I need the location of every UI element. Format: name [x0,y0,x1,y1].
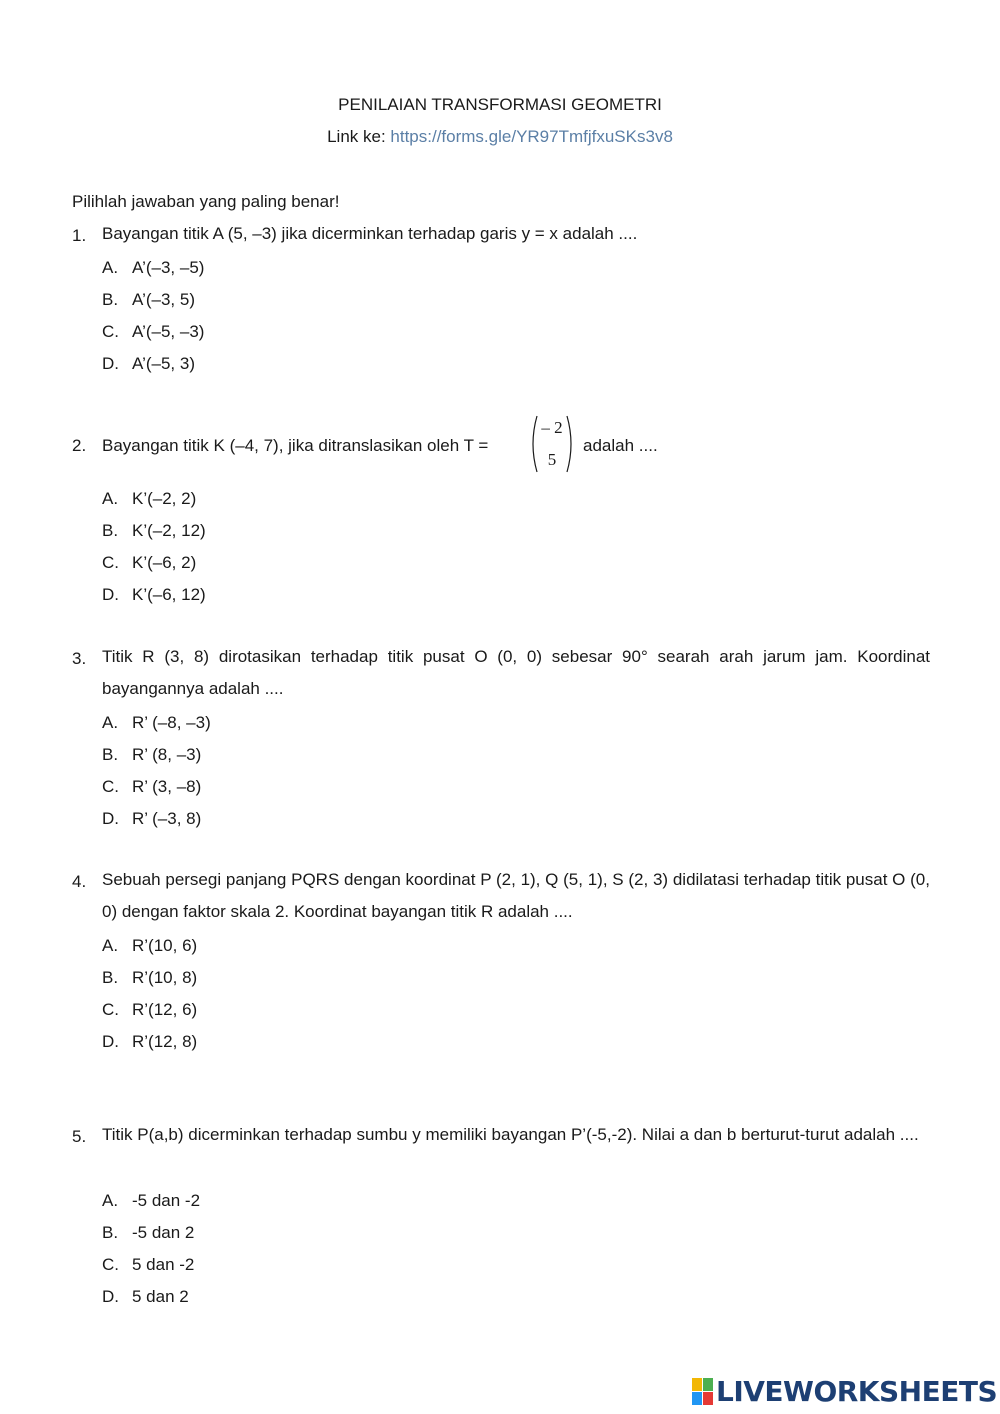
question-5-option-c[interactable] [102,1255,194,1275]
option-letter: A. [102,489,119,508]
question-5-option-a[interactable] [102,1191,200,1211]
logo-block-red [703,1392,713,1405]
question-1-option-b[interactable] [102,290,195,310]
option-text: R’(10, 8) [132,968,198,987]
option-text: K’(–2, 2) [132,489,197,508]
question-3-option-d[interactable] [102,809,201,829]
option-text: A’(–3, –5) [132,258,205,277]
question-1-number: 1. [72,226,87,245]
question-5-option-b[interactable] [102,1223,194,1243]
option-text: R’(12, 6) [132,1000,198,1019]
instruction-text: Pilihlah jawaban yang paling benar! [72,192,340,211]
option-text: R’(12, 8) [132,1032,198,1051]
option-letter: C. [102,322,119,341]
link-line [0,127,1000,147]
option-letter: D. [102,809,119,828]
option-text: R’(10, 6) [132,936,198,955]
link-prefix: Link ke: [327,127,391,146]
option-text: R’ (3, –8) [132,777,202,796]
matrix-bottom-value: 5 [547,450,557,469]
option-letter: A. [102,936,119,955]
logo-block-blue [692,1392,702,1405]
option-letter: C. [102,1000,119,1019]
option-letter: D. [102,1032,119,1051]
question-3-option-b[interactable] [102,745,201,765]
translation-matrix [528,414,576,474]
option-text: A’(–3, 5) [132,290,195,309]
option-letter: A. [102,1191,119,1210]
question-3-text: Titik R (3, 8) dirotasikan terhadap titik pusat O (0, 0) sebesar 90° searah arah jarum jam. Koordinat bayangannya adalah .... [102,647,930,698]
option-text: K’(–6, 12) [132,585,206,604]
question-4-option-b[interactable] [102,968,197,988]
question-2-number: 2. [72,436,87,455]
question-2-option-a[interactable] [102,489,196,509]
option-letter: C. [102,1255,119,1274]
question-2-text: Bayangan titik K (–4, 7), jika ditranslasikan oleh T = [102,436,489,455]
question-5-number: 5. [72,1127,87,1146]
question-2-option-c[interactable] [102,553,196,573]
logo-block-yellow [692,1378,702,1391]
page-title: PENILAIAN TRANSFORMASI GEOMETRI [338,95,662,114]
option-text: R’ (8, –3) [132,745,202,764]
question-2-option-b[interactable] [102,521,206,541]
option-text: 5 dan -2 [132,1255,195,1274]
question-3-number: 3. [72,649,87,668]
option-text: A’(–5, –3) [132,322,205,341]
option-text: A’(–5, 3) [132,354,195,373]
option-letter: B. [102,521,119,540]
question-4-option-a[interactable] [102,936,197,956]
question-2-option-d[interactable] [102,585,206,605]
logo-block-green [703,1378,713,1391]
option-text: K’(–2, 12) [132,521,206,540]
option-letter: B. [102,745,119,764]
option-letter: A. [102,258,119,277]
question-5-option-d[interactable] [102,1287,189,1307]
question-4-option-d[interactable] [102,1032,197,1052]
liveworksheets-logo[interactable] [692,1374,997,1408]
question-1-text: Bayangan titik A (5, –3) jika dicerminkan terhadap garis y = x adalah .... [102,224,638,243]
option-text: 5 dan 2 [132,1287,189,1306]
question-4-text: Sebuah persegi panjang PQRS dengan koordinat P (2, 1), Q (5, 1), S (2, 3) didilatasi terhadap titik pusat O (0, 0) dengan faktor skala 2. Koordinat bayangan titik R adalah .... [102,870,930,921]
question-1-option-d[interactable] [102,354,195,374]
liveworksheets-logo-icon [692,1378,712,1404]
question-1-option-a[interactable] [102,258,204,278]
option-text: -5 dan 2 [132,1223,195,1242]
option-letter: B. [102,1223,119,1242]
option-letter: D. [102,354,119,373]
option-letter: D. [102,1287,119,1306]
option-letter: B. [102,968,119,987]
option-letter: D. [102,585,119,604]
question-5-text: Titik P(a,b) dicerminkan terhadap sumbu y memiliki bayangan P’(-5,-2). Nilai a dan b berturut-turut adalah .... [102,1125,919,1144]
option-text: K’(–6, 2) [132,553,197,572]
question-4-number: 4. [72,872,87,891]
option-text: R’ (–3, 8) [132,809,202,828]
question-2-text-after: adalah .... [583,436,658,455]
form-link[interactable]: https://forms.gle/YR97TmfjfxuSKs3v8 [390,127,673,146]
option-text: -5 dan -2 [132,1191,201,1210]
question-3-option-c[interactable] [102,777,201,797]
question-4-option-c[interactable] [102,1000,197,1020]
option-letter: C. [102,553,119,572]
logo-text: LIVEWORKSHEETS [716,1374,998,1408]
option-letter: B. [102,290,119,309]
question-1-option-c[interactable] [102,322,204,342]
matrix-top-value: – 2 [541,418,563,437]
question-3-option-a[interactable] [102,713,211,733]
option-letter: C. [102,777,119,796]
option-text: R’ (–8, –3) [132,713,211,732]
option-letter: A. [102,713,119,732]
